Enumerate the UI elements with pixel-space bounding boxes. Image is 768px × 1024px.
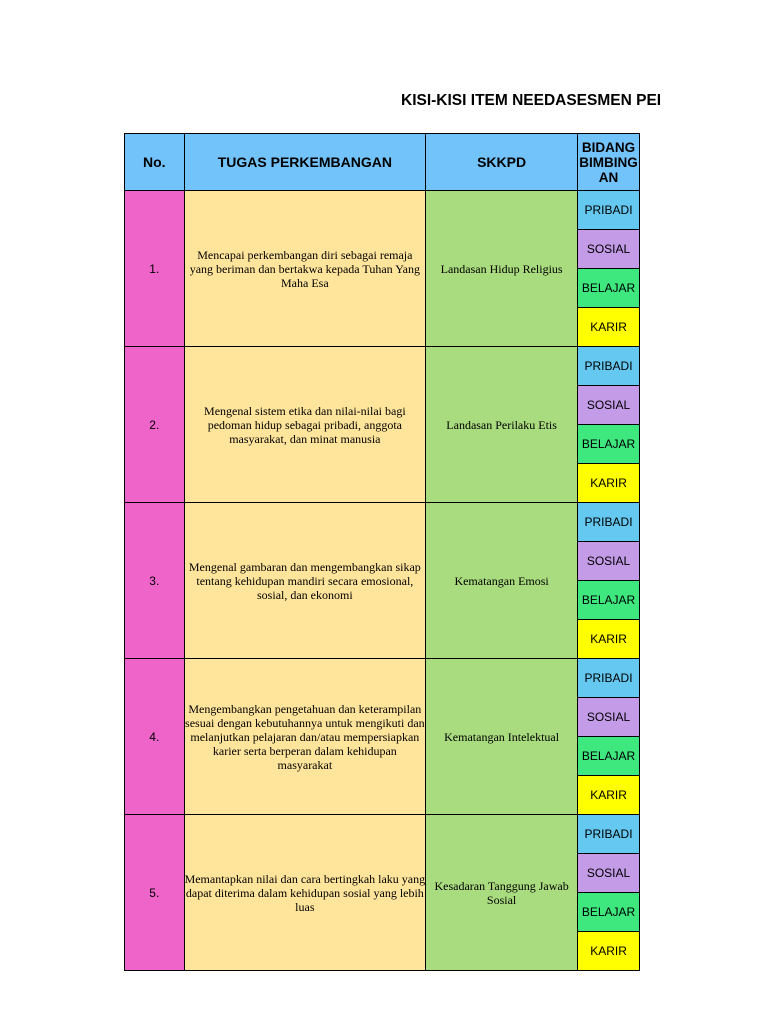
tugas-perkembangan-cell: Mengenal sistem etika dan nilai-nilai bagi pedoman hidup sebagai pribadi, anggota masyarakat, dan minat manusia <box>184 347 426 503</box>
bidang-bimbingan-cell <box>578 659 640 815</box>
header-skkpd: SKKPD <box>426 134 578 191</box>
tugas-perkembangan-cell: Mengembangkan pengetahuan dan keterampilan sesuai dengan kebutuhannya untuk mengikuti dan melanjutkan pelajaran dan/atau mempersiapkan karier serta berperan dalam kehidupan masyarakat <box>184 659 426 815</box>
table-row <box>125 191 640 347</box>
header-no: No. <box>125 134 185 191</box>
bidang-sosial-label: SOSIAL <box>578 542 639 581</box>
bidang-sosial-label: SOSIAL <box>578 386 639 425</box>
bidang-karir-label: KARIR <box>578 776 639 814</box>
bidang-pribadi-label: PRIBADI <box>578 347 639 386</box>
skkpd-cell: Kesadaran Tanggung Jawab Sosial <box>426 815 578 971</box>
skkpd-cell: Kematangan Intelektual <box>426 659 578 815</box>
bidang-belajar-label: BELAJAR <box>578 893 639 932</box>
bidang-belajar-label: BELAJAR <box>578 737 639 776</box>
table-row <box>125 815 640 971</box>
bidang-karir-label: KARIR <box>578 620 639 658</box>
skkpd-cell: Kematangan Emosi <box>426 503 578 659</box>
row-number: 2. <box>125 347 185 503</box>
bidang-pribadi-label: PRIBADI <box>578 815 639 854</box>
bidang-karir-label: KARIR <box>578 308 639 346</box>
skkpd-cell: Landasan Hidup Religius <box>426 191 578 347</box>
bidang-karir-label: KARIR <box>578 932 639 970</box>
bidang-belajar-label: BELAJAR <box>578 269 639 308</box>
table-row <box>125 347 640 503</box>
tugas-perkembangan-cell: Mengenal gambaran dan mengembangkan sikap tentang kehidupan mandiri secara emosional, sosial, dan ekonomi <box>184 503 426 659</box>
table-body <box>125 191 640 971</box>
tugas-perkembangan-cell: Mencapai perkembangan diri sebagai remaja yang beriman dan bertakwa kepada Tuhan Yang Maha Esa <box>184 191 426 347</box>
bidang-sosial-label: SOSIAL <box>578 698 639 737</box>
row-number: 5. <box>125 815 185 971</box>
row-number: 4. <box>125 659 185 815</box>
bidang-karir-label: KARIR <box>578 464 639 502</box>
bidang-sosial-label: SOSIAL <box>578 854 639 893</box>
table-row <box>125 503 640 659</box>
bidang-bimbingan-cell <box>578 503 640 659</box>
kisi-kisi-table <box>124 133 640 971</box>
document-title: KISI-KISI ITEM NEEDASESMEN PEI <box>401 92 662 109</box>
row-number: 3. <box>125 503 185 659</box>
skkpd-cell: Landasan Perilaku Etis <box>426 347 578 503</box>
bidang-bimbingan-cell <box>578 815 640 971</box>
bidang-bimbingan-cell <box>578 347 640 503</box>
row-number: 1. <box>125 191 185 347</box>
bidang-bimbingan-cell <box>578 191 640 347</box>
header-bidang-bimbingan: BIDANG BIMBINGAN <box>578 134 640 191</box>
bidang-pribadi-label: PRIBADI <box>578 191 639 230</box>
bidang-belajar-label: BELAJAR <box>578 425 639 464</box>
tugas-perkembangan-cell: Memantapkan nilai dan cara bertingkah laku yang dapat diterima dalam kehidupan sosial yang lebih luas <box>184 815 426 971</box>
bidang-belajar-label: BELAJAR <box>578 581 639 620</box>
bidang-pribadi-label: PRIBADI <box>578 659 639 698</box>
bidang-pribadi-label: PRIBADI <box>578 503 639 542</box>
bidang-sosial-label: SOSIAL <box>578 230 639 269</box>
table-header-row <box>125 134 640 191</box>
header-tugas-perkembangan: TUGAS PERKEMBANGAN <box>184 134 426 191</box>
table-row <box>125 659 640 815</box>
